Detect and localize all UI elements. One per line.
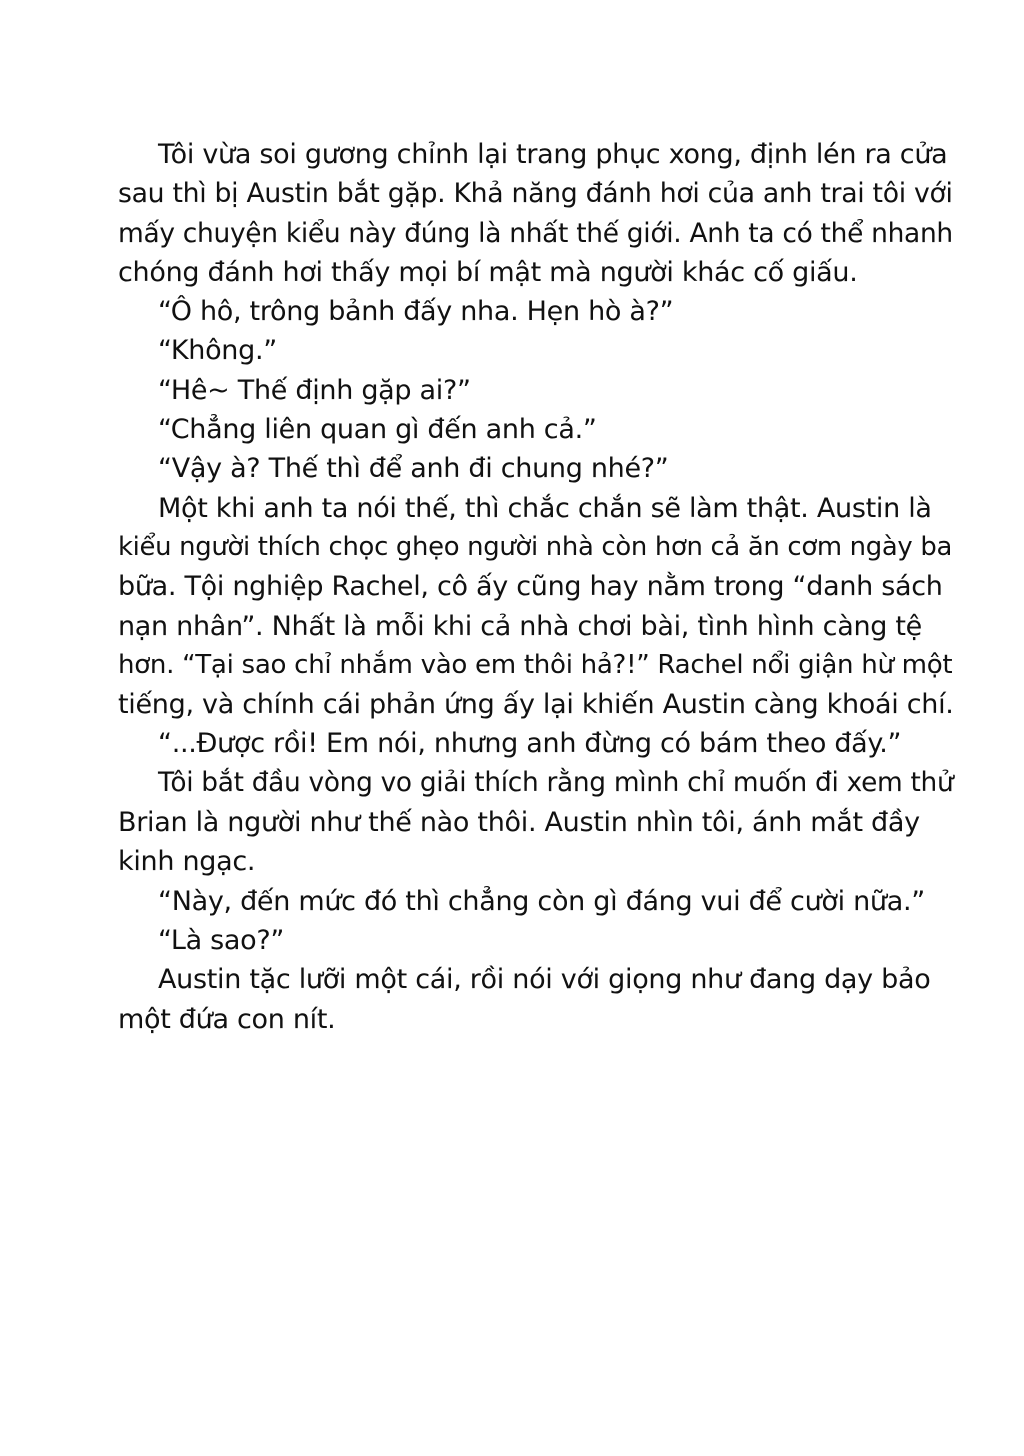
text-line: “Hê~ Thế định gặp ai?” [158,374,471,406]
text-line: Tôi bắt đầu vòng vo giải thích rằng mình chỉ muốn đi xem thử [158,767,954,798]
text-line: “Chẳng liên quan gì đến anh cả.” [158,414,597,446]
text-line: “Là sao?” [158,924,285,956]
text-line: “Không.” [158,335,277,367]
text-line: kinh ngạc. [118,846,256,878]
text-line: Brian là người như thế nào thôi. Austin nhìn tôi, ánh mắt đầy [118,807,920,839]
text-line: hơn. “Tại sao chỉ nhắm vào em thôi hả?!” Rachel nổi giận hừ một [118,649,953,680]
text-line: chóng đánh hơi thấy mọi bí mật mà người khác cố giấu. [118,256,858,288]
text-line: Một khi anh ta nói thế, thì chắc chắn sẽ làm thật. Austin là [158,492,932,524]
text-line: Austin tặc lưỡi một cái, rồi nói với giọng như đang dạy bảo [158,964,931,996]
text-line: “...Được rồi! Em nói, nhưng anh đừng có bám theo đấy.” [158,728,902,760]
body-text [118,135,958,1039]
text-line: nạn nhân”. Nhất là mỗi khi cả nhà chơi bài, tình hình càng tệ [118,610,922,642]
text-line: kiểu người thích chọc ghẹo người nhà còn hơn cả ăn cơm ngày ba [118,531,953,562]
text-line: bữa. Tội nghiệp Rachel, cô ấy cũng hay nằm trong “danh sách [118,571,943,603]
text-line: Tôi vừa soi gương chỉnh lại trang phục xong, định lén ra cửa [158,139,948,170]
text-line: “Vậy à? Thế thì để anh đi chung nhé?” [158,453,669,485]
text-line: sau thì bị Austin bắt gặp. Khả năng đánh hơi của anh trai tôi với [118,178,953,210]
text-line: một đứa con nít. [118,1003,336,1035]
text-line: mấy chuyện kiểu này đúng là nhất thế giới. Anh ta có thể nhanh [118,217,953,249]
text-line: tiếng, và chính cái phản ứng ấy lại khiến Austin càng khoái chí. [118,689,954,721]
text-line: “Này, đến mức đó thì chẳng còn gì đáng vui để cười nữa.” [158,885,925,917]
text-line: “Ô hô, trông bảnh đấy nha. Hẹn hò à?” [158,296,674,328]
